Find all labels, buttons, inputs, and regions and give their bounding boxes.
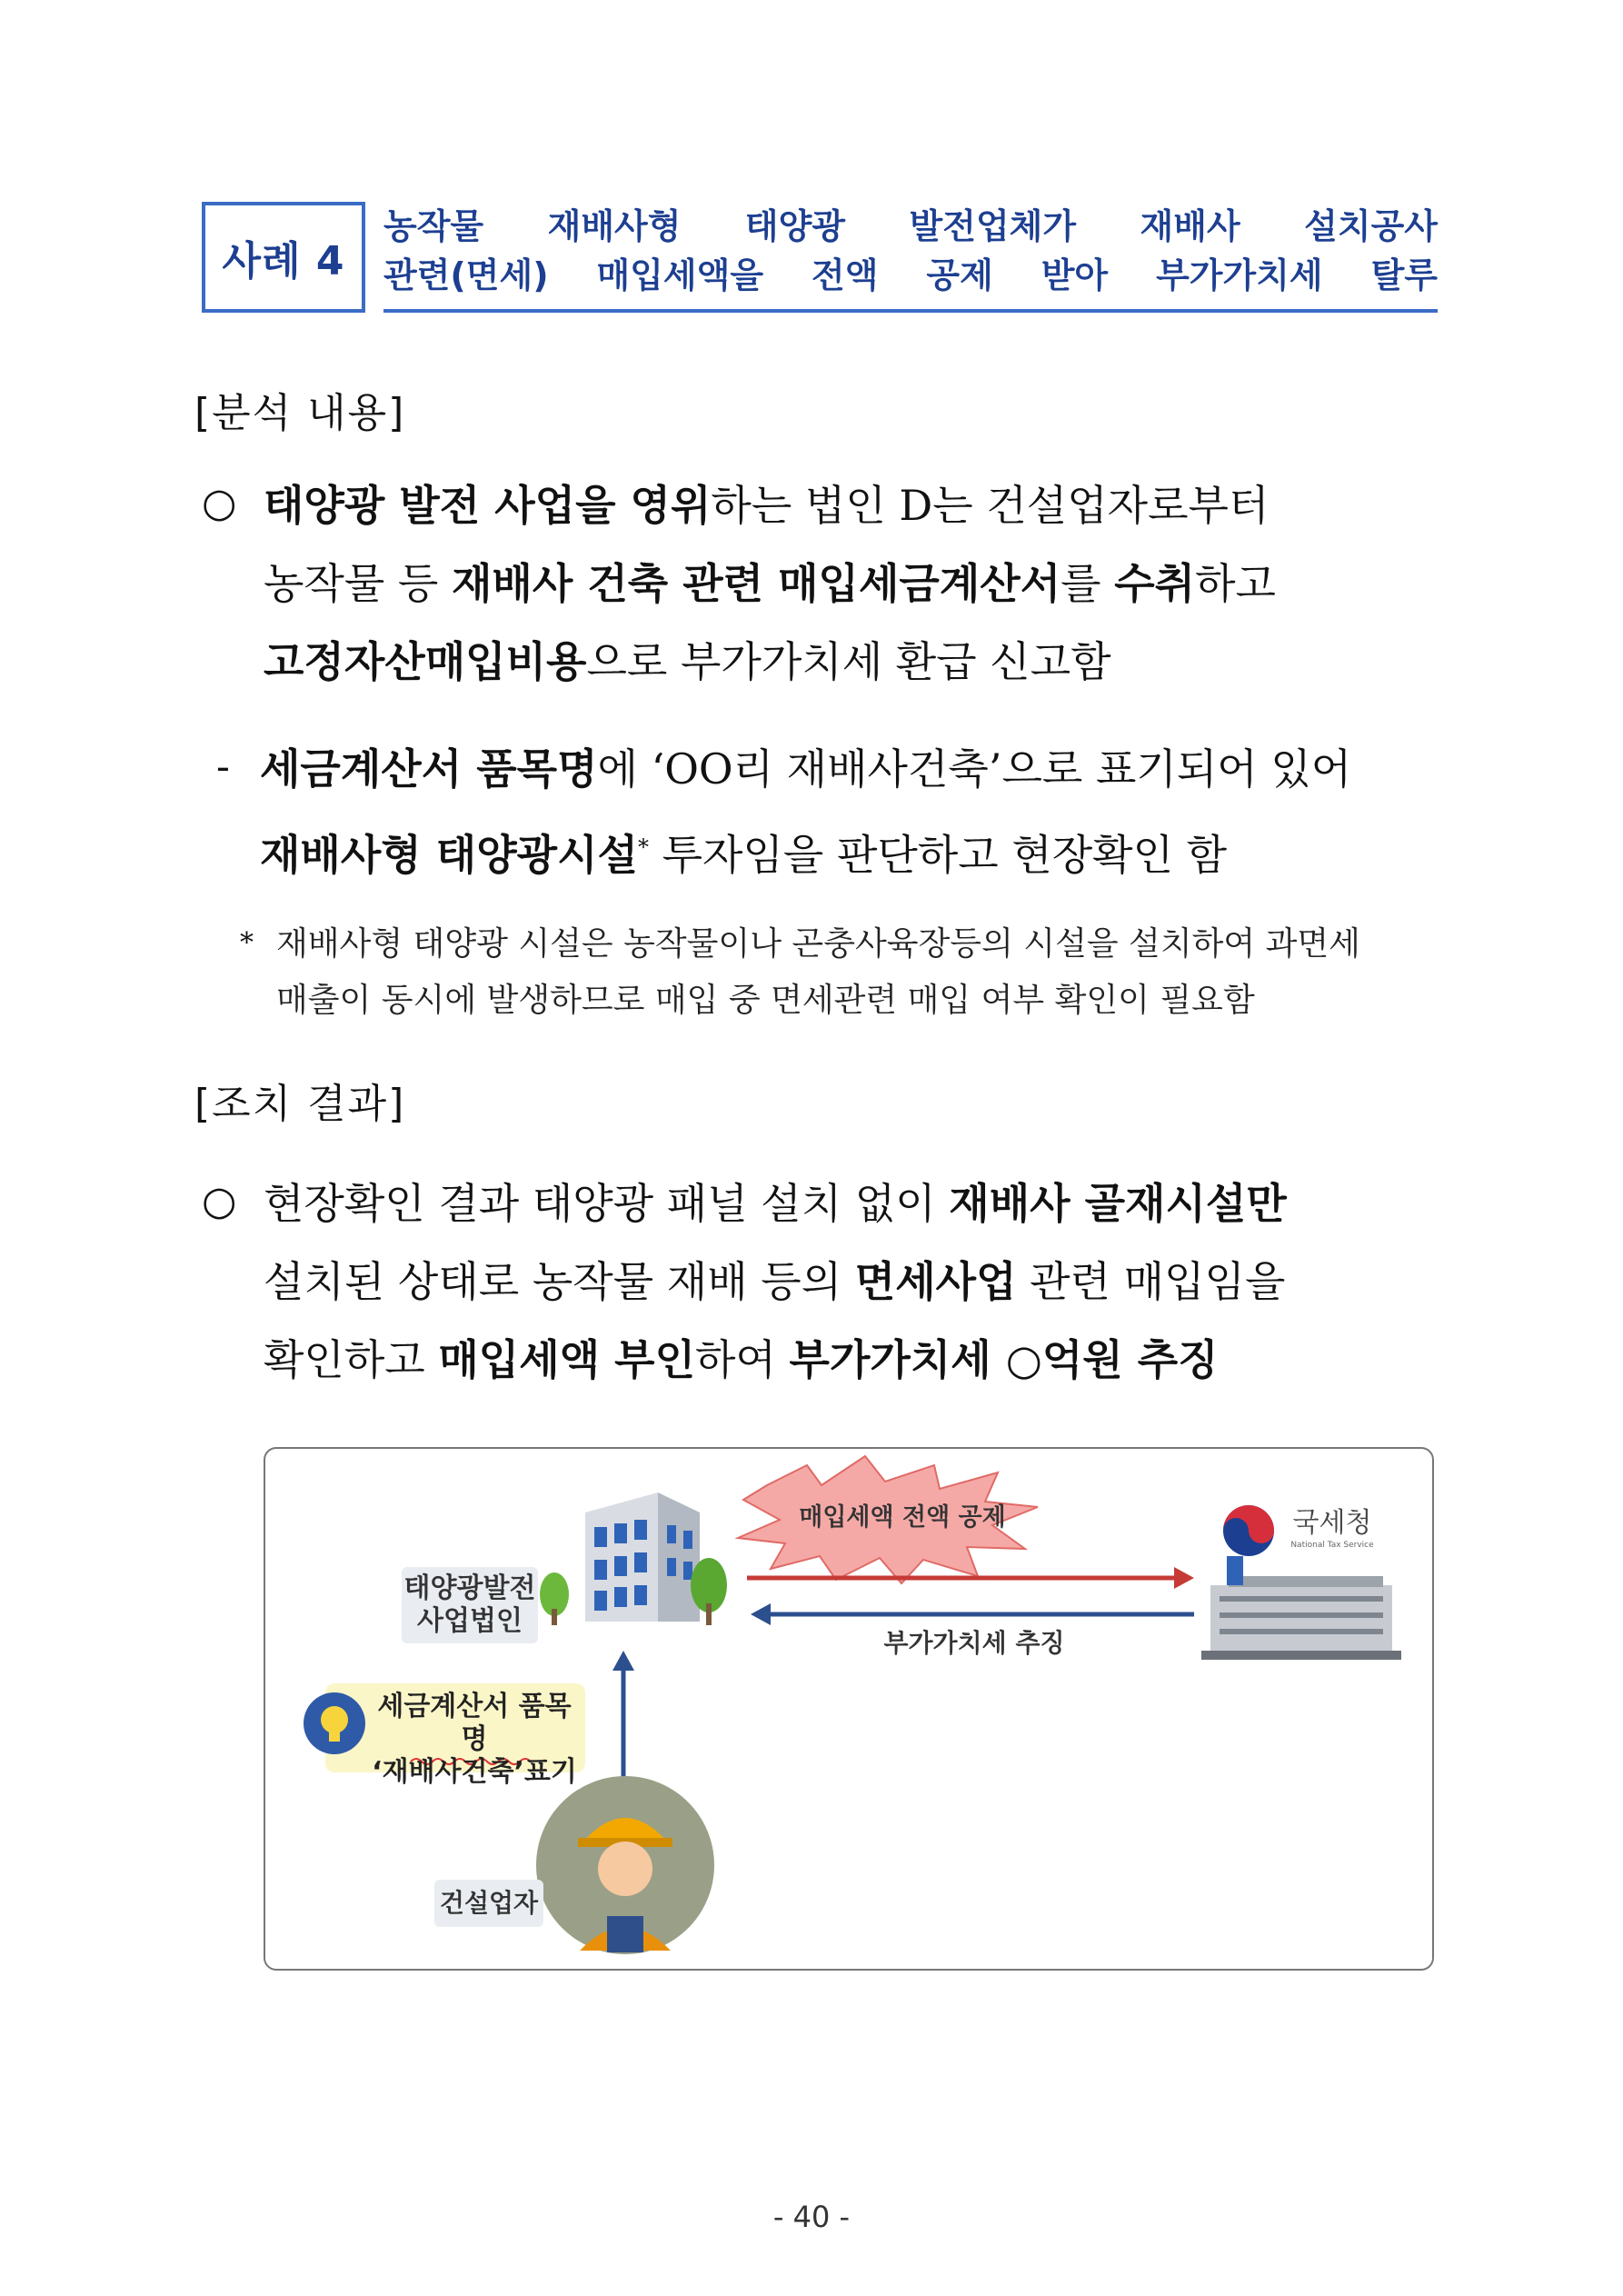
page-number: - 40 - xyxy=(772,2200,851,2234)
result-paragraph: 현장확인 결과 태양광 패널 설치 없이 재배사 골재시설만 설치된 상태로 농작물 재배 등의 면세사업 관련 매입임을 확인하고 매입세액 부인하여 부가가치세 ○억원 추징 xyxy=(264,1179,1287,1384)
nts-logo-icon xyxy=(1223,1505,1274,1556)
burst-label: 매입세액 전액 공제 xyxy=(799,1503,1006,1532)
nts-name: 국세청 xyxy=(1292,1507,1372,1539)
nts-building-icon xyxy=(1201,1556,1401,1660)
case-title xyxy=(383,202,1438,313)
builder-label: 건설업자 xyxy=(439,1888,539,1918)
lightbulb-icon xyxy=(304,1692,365,1754)
building-icon xyxy=(585,1492,700,1622)
footnote-mark: * xyxy=(240,927,254,959)
nts-subtitle: National Tax Service xyxy=(1290,1541,1374,1550)
case-title-line: 관련(면세) 매입세액을 전액 공제 받아 부가가치세 탈루 xyxy=(383,255,1438,295)
case-header xyxy=(202,202,1438,320)
case-title-line: 농작물 재배사형 태양광 발전업체가 재배사 설치공사 xyxy=(383,206,1438,246)
analysis-paragraph-2: 세금계산서 품목명에 ‘OO리 재배사건축’으로 표기되어 있어 재배사형 태양광시설* 투자임을 판단하고 현장확인 함 xyxy=(260,744,1352,880)
result-heading: [조치 결과] xyxy=(194,1081,406,1127)
invoice-note: 세금계산서 품목명 ‘재배사건축’표기 xyxy=(372,1691,577,1788)
process-diagram xyxy=(264,1447,1434,1971)
analysis-heading: [분석 내용] xyxy=(194,390,406,436)
collect-label: 부가가치세 추징 xyxy=(883,1628,1065,1658)
arrow-left-head xyxy=(751,1603,771,1625)
case-label: 사례 4 xyxy=(202,202,365,313)
arrow-up-head xyxy=(612,1651,634,1671)
bullet-circle: ○ xyxy=(202,480,237,526)
builder-avatar xyxy=(536,1776,714,1954)
arrow-right-head xyxy=(1174,1567,1194,1589)
bullet-circle: ○ xyxy=(202,1178,237,1224)
dash-marker: - xyxy=(216,744,230,790)
analysis-paragraph-1: 태양광 발전 사업을 영위하는 법인 D는 건설업자로부터 농작물 등 재배사 건축 관련 매입세금계산서를 수취하고 고정자산매입비용으로 부가가치세 환급 신고함 xyxy=(264,481,1276,686)
footnote: 재배사형 태양광 시설은 농작물이나 곤충사육장등의 시설을 설치하여 과면세 매출이 동시에 발생하므로 매입 중 면세관련 매입 여부 확인이 필요함 xyxy=(276,925,1360,1019)
company-label: 태양광발전 사업법인 xyxy=(403,1572,536,1637)
